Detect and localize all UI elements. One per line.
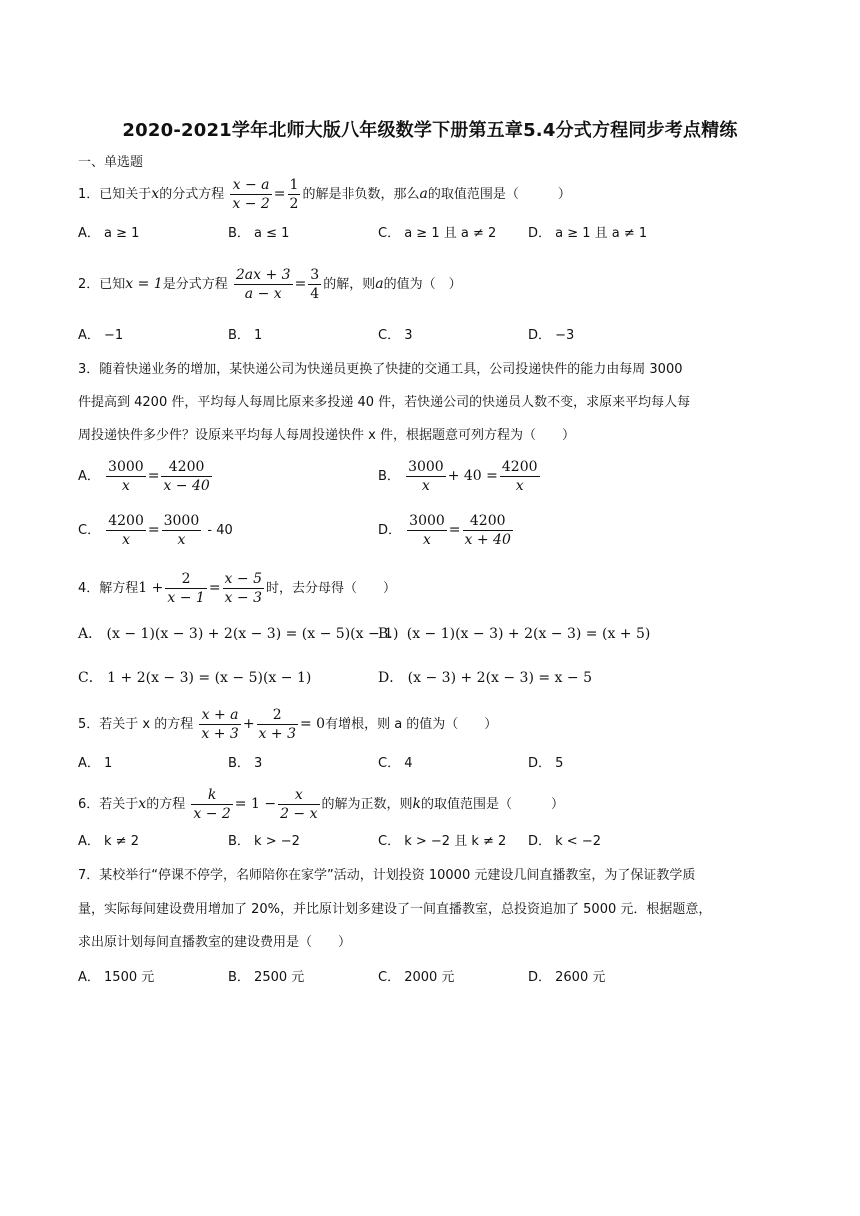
section-heading: 一、单选题 [78, 155, 144, 170]
q6-mid: 的方程 [146, 797, 186, 812]
q6-fraction-2: $\frac{x}{2 - x}$ [280, 787, 318, 822]
question-2 [78, 266, 462, 303]
q4-fraction-1: $\frac{2}{x - 1}$ [167, 571, 205, 606]
question-1 [78, 176, 571, 213]
q3-option-d[interactable]: D． $\frac{3000}{x}$ = $\frac{4200}{x + 40}$ [378, 513, 511, 548]
q4-one: 1 + [138, 580, 164, 596]
q1-mid: 的分式方程 [159, 187, 225, 202]
q2-suffix2: 的值为（ ） [383, 277, 462, 292]
q1-option-d[interactable]: D． a ≥ 1 且 a ≠ 1 [528, 226, 648, 241]
q6-var: x [138, 796, 147, 812]
q2-suffix1: 的解，则 [323, 277, 376, 292]
q4-prefix: 4．解方程 [78, 581, 139, 596]
q4-option-a[interactable]: A． (x − 1)(x − 3) + 2(x − 3) = (x − 5)(x − 1) [78, 626, 399, 642]
q5-option-d[interactable]: D． 5 [528, 756, 564, 771]
q4-equals: = [208, 580, 221, 596]
q5-option-b[interactable]: B． 3 [228, 756, 263, 771]
q2-mid: 是分式方程 [162, 277, 228, 292]
q3-option-b[interactable]: B． $\frac{3000}{x}$ + 40 = $\frac{4200}{x}$ [378, 459, 538, 494]
q7-line-1: 7．某校举行“停课不停学，名师陪你在家学”活动，计划投资 10000 元建设几间直播教室，为了保证教学质 [78, 868, 696, 883]
q5-fraction-2: $\frac{2}{x + 3}$ [258, 707, 296, 742]
q6-equals: = 1 − [234, 796, 277, 812]
q2-fraction-2: $\frac{3}{4}$ [310, 267, 320, 302]
q7-option-c[interactable]: C． 2000 元 [378, 970, 455, 985]
q1-equals: = [273, 186, 286, 202]
page-title: 2020-2021学年北师大版八年级数学下册第五章5.4分式方程同步考点精练 [122, 120, 738, 141]
q2-var: a [375, 276, 384, 292]
q5-suffix: 有增根，则 a 的值为（ ） [325, 717, 498, 732]
q7-option-a[interactable]: A． 1500 元 [78, 970, 155, 985]
q2-option-b[interactable]: B． 1 [228, 328, 263, 343]
q1-option-c[interactable]: C． a ≥ 1 且 a ≠ 2 [378, 226, 497, 241]
q3-line-3: 周投递快件多少件？设原来平均每人每周投递快件 x 件，根据题意可列方程为（ ） [78, 428, 575, 443]
q5-prefix: 5．若关于 x 的方程 [78, 717, 194, 732]
q6-var2: k [412, 796, 421, 812]
q3-option-a[interactable]: A． $\frac{3000}{x}$ = $\frac{4200}{x - 40}$ [78, 459, 210, 494]
q1-fraction-1: $\frac{x - a}{x - 2}$ [232, 177, 270, 212]
q5-plus: + [242, 716, 255, 732]
q6-suffix1: 的解为正数，则 [321, 797, 413, 812]
q1-var2: a [419, 186, 428, 202]
q1-var: x [151, 186, 160, 202]
q7-option-d[interactable]: D． 2600 元 [528, 970, 606, 985]
q6-option-b[interactable]: B． k > −2 [228, 834, 300, 849]
question-6 [78, 786, 564, 823]
q1-suffix1: 的解是非负数，那么 [302, 187, 420, 202]
q7-line-3: 求出原计划每间直播教室的建设费用是（ ） [78, 935, 352, 950]
q5-option-c[interactable]: C． 4 [378, 756, 413, 771]
q4-suffix: 时，去分母得（ ） [265, 581, 396, 596]
q6-suffix2: 的取值范围是（ ） [421, 797, 565, 812]
q2-condition: x = 1 [125, 276, 163, 292]
q6-option-d[interactable]: D． k < −2 [528, 834, 601, 849]
q1-fraction-2: $\frac{1}{2}$ [289, 177, 299, 212]
q6-prefix: 6．若关于 [78, 797, 139, 812]
question-4 [78, 570, 396, 607]
q1-option-a[interactable]: A． a ≥ 1 [78, 226, 140, 241]
q1-option-b[interactable]: B． a ≤ 1 [228, 226, 290, 241]
q4-option-d[interactable]: D． (x − 3) + 2(x − 3) = x − 5 [378, 670, 592, 686]
q7-line-2: 量，实际每间建设费用增加了 20%，并比原计划多建设了一间直播教室，总投资追加了 5000 元．根据题意， [78, 902, 712, 917]
q2-option-a[interactable]: A． −1 [78, 328, 124, 343]
q6-option-c[interactable]: C． k > −2 且 k ≠ 2 [378, 834, 507, 849]
q1-suffix2: 的取值范围是（ ） [427, 187, 571, 202]
q2-prefix: 2．已知 [78, 277, 126, 292]
q3-line-1: 3．随着快递业务的增加，某快递公司为快递员更换了快捷的交通工具，公司投递快件的能力由每周 3000 [78, 362, 683, 377]
q2-equals: = [294, 276, 307, 292]
q6-option-a[interactable]: A． k ≠ 2 [78, 834, 139, 849]
q2-option-c[interactable]: C． 3 [378, 328, 413, 343]
q1-prefix: 1．已知关于 [78, 187, 152, 202]
q4-option-b[interactable]: B． (x − 1)(x − 3) + 2(x − 3) = (x + 5) [378, 626, 651, 642]
q4-fraction-2: $\frac{x - 5}{x - 3}$ [224, 571, 262, 606]
q5-option-a[interactable]: A． 1 [78, 756, 113, 771]
q6-fraction-1: $\frac{k}{x - 2}$ [193, 787, 231, 822]
q2-fraction-1: $\frac{2ax + 3}{a - x}$ [235, 267, 291, 302]
q2-option-d[interactable]: D． −3 [528, 328, 575, 343]
question-5 [78, 706, 497, 743]
q5-equals: = 0 [299, 716, 326, 732]
q3-line-2: 件提高到 4200 件，平均每人每周比原来多投递 40 件，若快递公司的快递员人数不变，求原来平均每人每 [78, 395, 691, 410]
q4-option-c[interactable]: C． 1 + 2(x − 3) = (x − 5)(x − 1) [78, 670, 312, 686]
q7-option-b[interactable]: B． 2500 元 [228, 970, 305, 985]
q3-option-c[interactable]: C． $\frac{4200}{x}$ = $\frac{3000}{x}$ - 40 [78, 513, 233, 548]
q5-fraction-1: $\frac{x + a}{x + 3}$ [201, 707, 239, 742]
